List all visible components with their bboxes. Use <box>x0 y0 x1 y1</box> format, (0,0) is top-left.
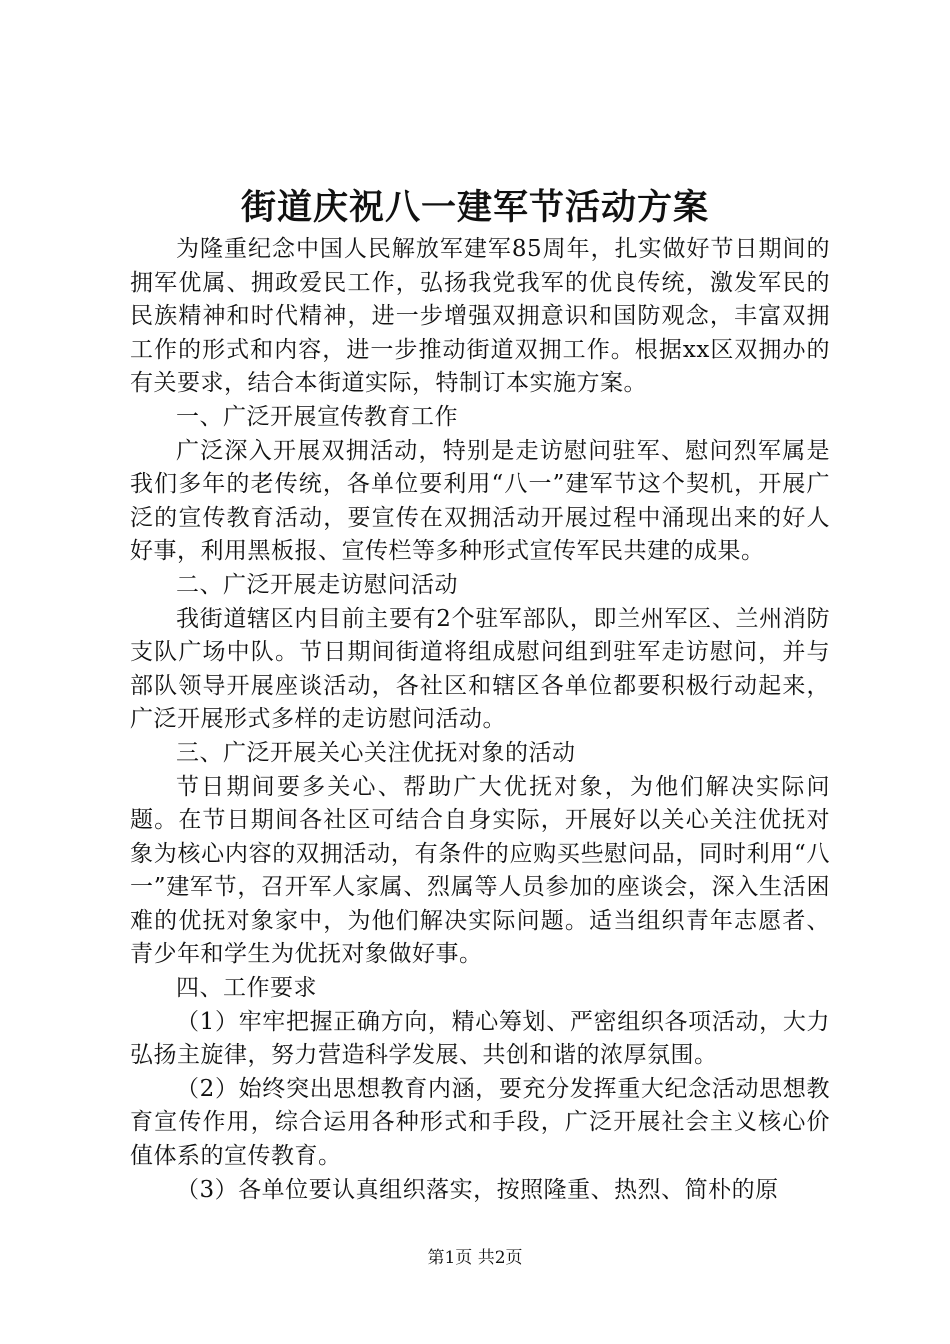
section-heading-4: 四、工作要求 <box>176 975 317 1002</box>
requirement-item-1: （1）牢牢把握正确方向，精心筹划、严密组织各项活动，大力弘扬主旋律，努力营造科学发展、共创和谐的浓厚氛围。 <box>130 1008 830 1069</box>
section-paragraph-2: 我街道辖区内目前主要有2个驻军部队，即兰州军区、兰州消防支队广场中队。节日期间街道将组成慰问组到驻军走访慰问，并与部队领导开展座谈活动，各社区和辖区各单位都要积极行动起来，广泛开展形式多样的走访慰问活动。 <box>130 605 830 733</box>
page-number: 第1页 共2页 <box>427 1248 523 1268</box>
section-heading-2: 二、广泛开展走访慰问活动 <box>176 571 458 598</box>
section-paragraph-3: 节日期间要多关心、帮助广大优抚对象，为他们解决实际问题。在节日期间各社区可结合自身实际，开展好以关心关注优抚对象为核心内容的双拥活动，有条件的应购买些慰问品，同时利用“八一”建军节，召开军人家属、烈属等人员参加的座谈会，深入生活困难的优抚对象家中，为他们解决实际问题。适当组织青年志愿者、青少年和学生为优抚对象做好事。 <box>130 773 830 968</box>
requirement-item-2: （2）始终突出思想教育内涵，要充分发挥重大纪念活动思想教育宣传作用，综合运用各种形式和手段，广泛开展社会主义核心价值体系的宣传教育。 <box>130 1075 830 1170</box>
requirement-item-3: （3）各单位要认真组织落实，按照隆重、热烈、简朴的原 <box>176 1176 779 1203</box>
section-heading-3: 三、广泛开展关心关注优抚对象的活动 <box>176 739 576 766</box>
section-paragraph-1: 广泛深入开展双拥活动，特别是走访慰问驻军、慰问烈军属是我们多年的老传统，各单位要利用“八一”建军节这个契机，开展广泛的宣传教育活动，要宣传在双拥活动开展过程中涌现出来的好人好事，利用黑板报、宣传栏等多种形式宣传军民共建的成果。 <box>130 437 830 565</box>
intro-paragraph: 为隆重纪念中国人民解放军建军85周年，扎实做好节日期间的拥军优属、拥政爱民工作，弘扬我党我军的优良传统，激发军民的民族精神和时代精神，进一步增强双拥意识和国防观念，丰富双拥工作的形式和内容，进一步推动街道双拥工作。根据xx区双拥办的有关要求，结合本街道实际，特制订本实施方案。 <box>130 236 830 397</box>
document-body <box>130 233 830 1207</box>
document-title: 街道庆祝八一建军节活动方案 <box>240 187 709 228</box>
section-heading-1: 一、广泛开展宣传教育工作 <box>176 403 458 430</box>
